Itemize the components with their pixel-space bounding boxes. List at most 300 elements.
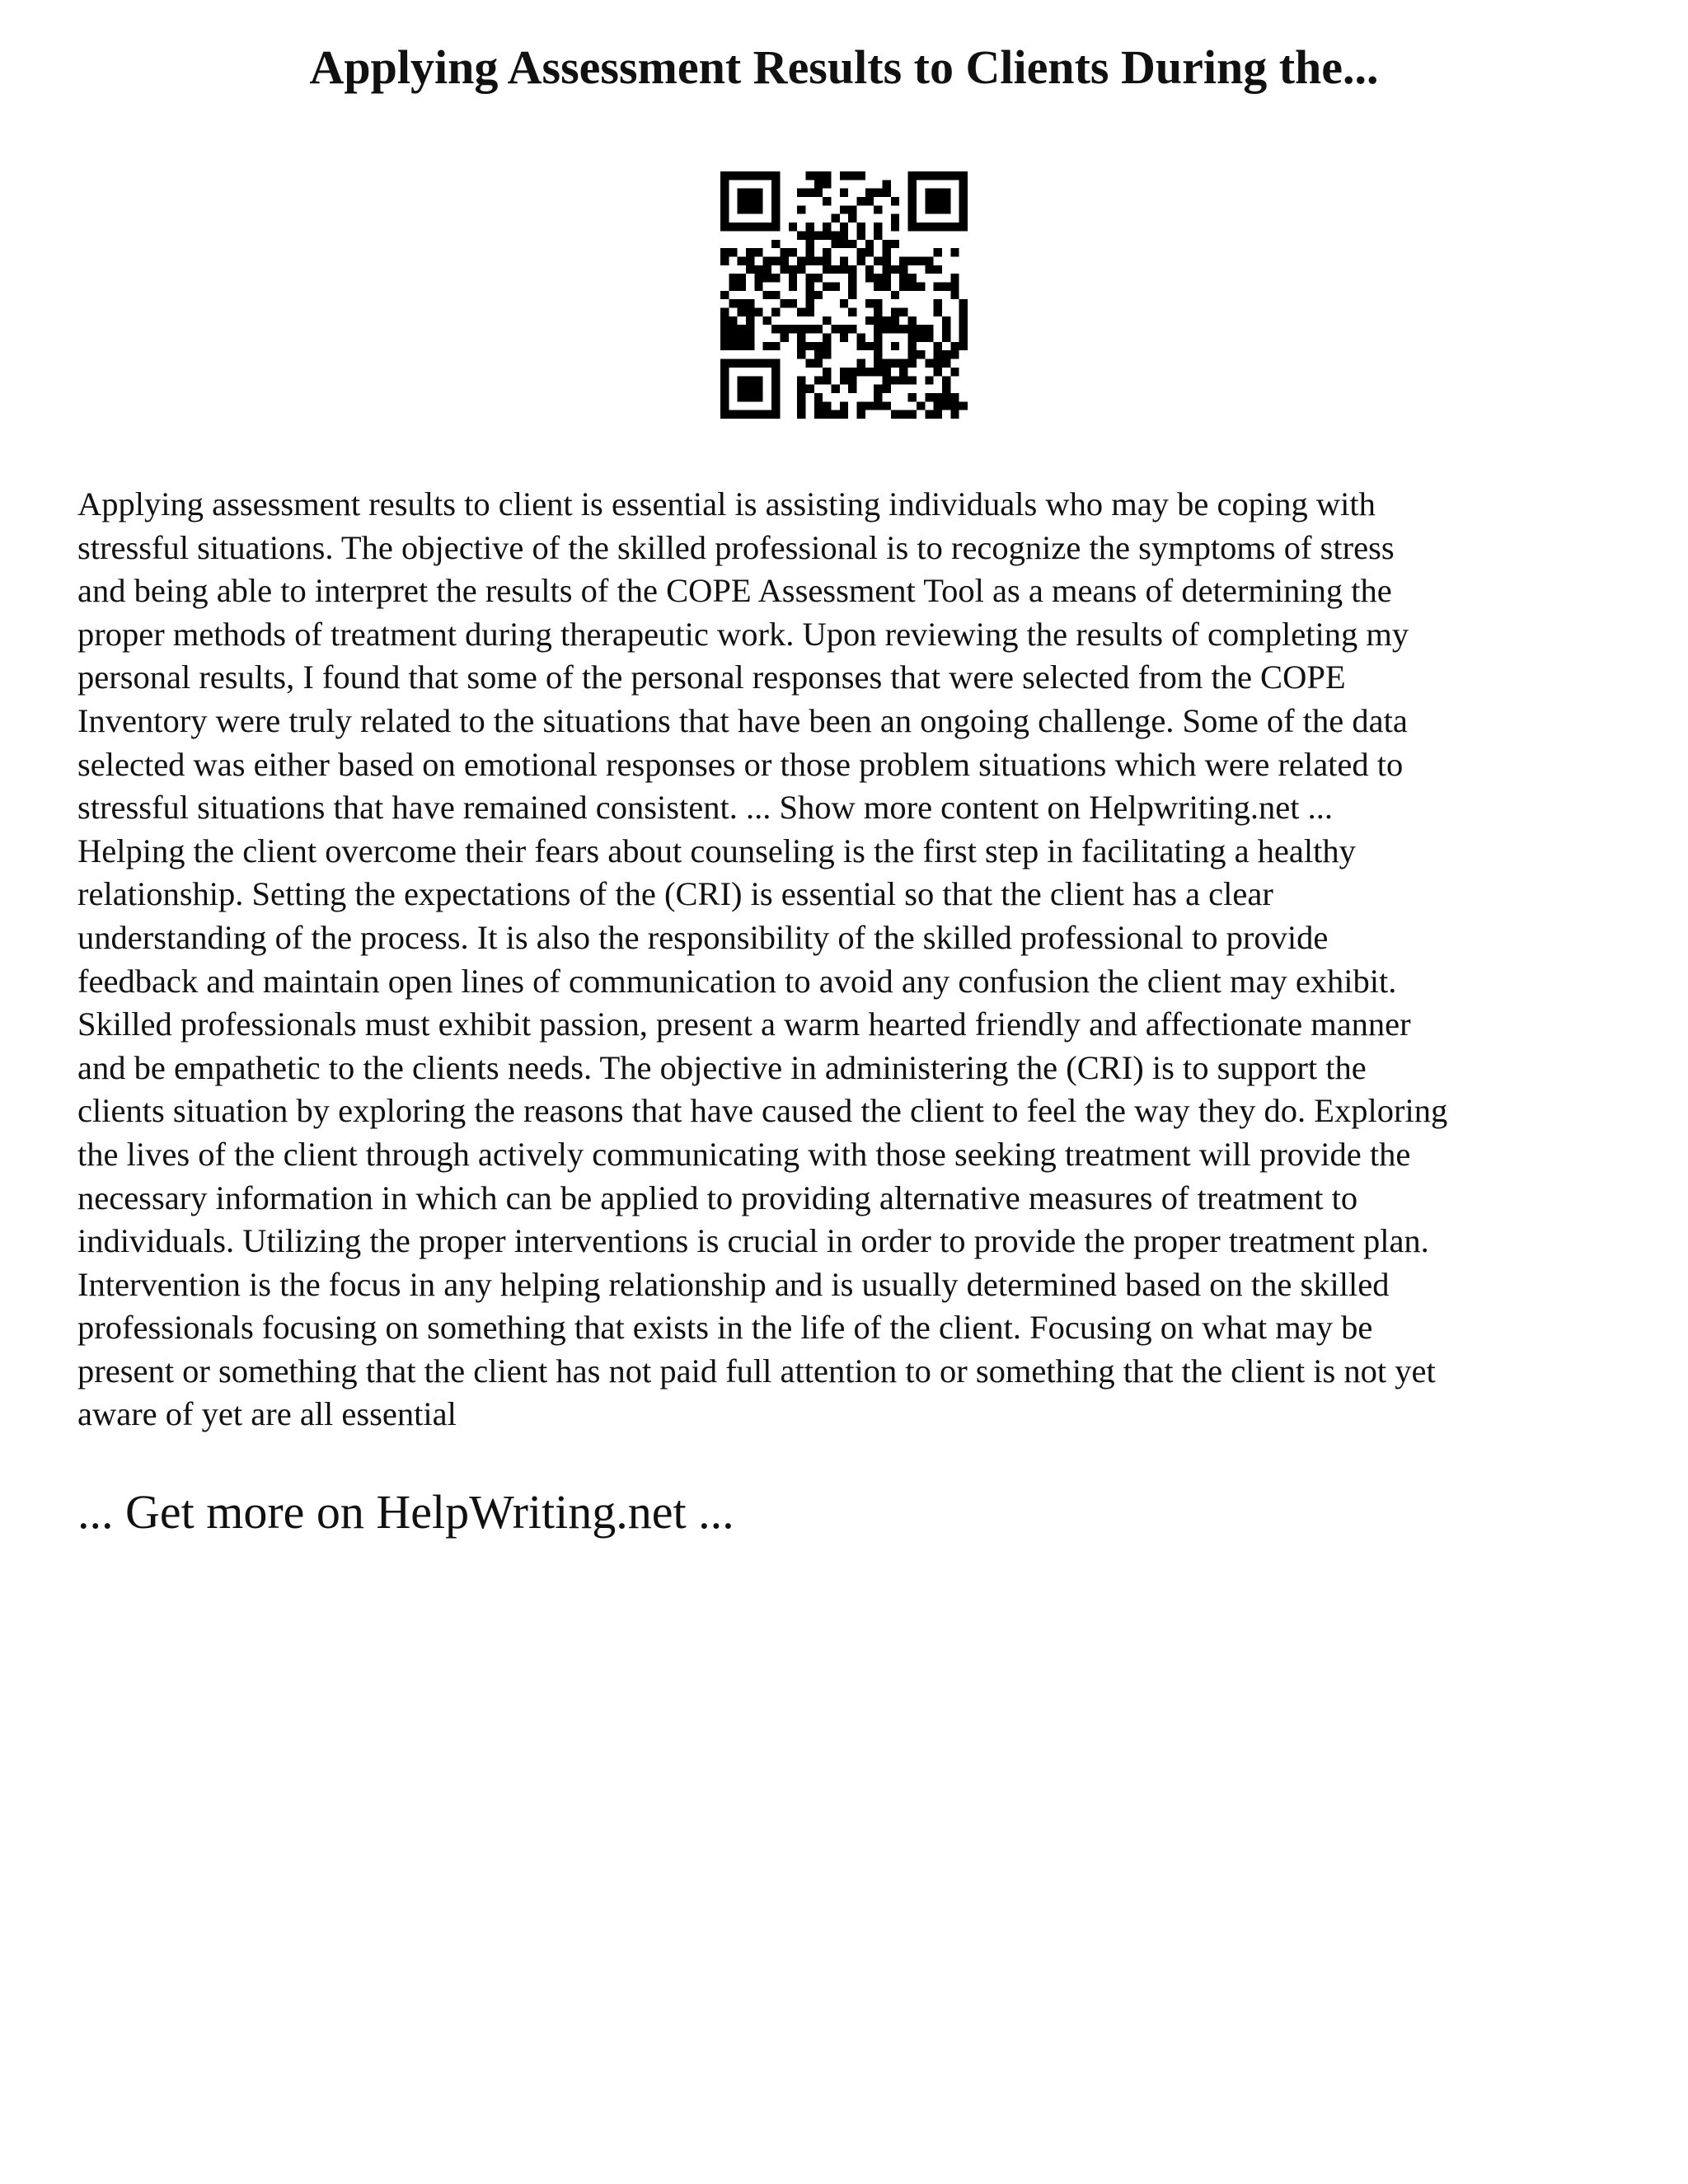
qr-module: [942, 334, 950, 342]
body-line: Intervention is the focus in any helping relationship and is usually determined based on the skilled: [77, 1265, 1390, 1303]
qr-module: [934, 401, 942, 410]
body-line: understanding of the process. It is also the responsibility of the skilled professional to provide: [77, 918, 1329, 956]
qr-module: [771, 342, 780, 350]
qr-module: [865, 197, 874, 205]
qr-module: [874, 205, 882, 213]
qr-module: [891, 316, 899, 325]
qr-module: [720, 256, 729, 265]
body-line: present or something that the client has not paid full attention to or something that the client is not yet: [77, 1352, 1436, 1390]
qr-module: [908, 274, 917, 282]
qr-module: [848, 240, 856, 248]
qr-module: [891, 240, 899, 248]
qr-module: [883, 274, 891, 282]
qr-module: [814, 393, 823, 401]
qr-module: [780, 256, 788, 265]
qr-module: [754, 308, 762, 316]
qr-module: [899, 282, 907, 290]
body-line: individuals. Utilizing the proper interventions is crucial in order to provide the proper treatment plan.: [77, 1222, 1429, 1260]
qr-module: [908, 350, 917, 359]
qr-module: [908, 316, 917, 325]
qr-module: [848, 385, 856, 393]
qr-module: [908, 376, 917, 384]
qr-module: [797, 334, 805, 342]
qr-module: [840, 231, 848, 239]
qr-module: [874, 231, 882, 239]
qr-module: [891, 291, 899, 299]
qr-module: [771, 325, 780, 333]
qr-module: [746, 376, 754, 384]
qr-module: [771, 214, 780, 223]
qr-module: [720, 401, 729, 410]
qr-module: [942, 325, 950, 333]
qr-module: [950, 282, 959, 290]
qr-module: [883, 325, 891, 333]
qr-module: [934, 342, 942, 350]
qr-module: [925, 325, 933, 333]
qr-module: [857, 368, 865, 376]
qr-module: [891, 376, 899, 384]
qr-module: [934, 205, 942, 213]
qr-module: [934, 359, 942, 368]
qr-module: [771, 223, 780, 231]
qr-code-icon: [720, 171, 968, 419]
qr-module: [891, 308, 899, 316]
qr-module: [797, 350, 805, 359]
qr-module: [754, 189, 762, 197]
qr-module: [797, 401, 805, 410]
qr-module: [899, 265, 907, 274]
qr-module: [874, 308, 882, 316]
qr-module: [797, 205, 805, 213]
qr-module: [738, 299, 746, 307]
qr-module: [908, 410, 917, 419]
qr-module: [874, 299, 882, 307]
qr-module: [950, 291, 959, 299]
body-line: and be empathetic to the clients needs. The objective in administering the (CRI) is to support the: [77, 1048, 1367, 1086]
qr-module: [831, 385, 839, 393]
qr-module: [865, 240, 874, 248]
qr-module: [959, 308, 968, 316]
qr-module: [942, 359, 950, 368]
qr-module: [738, 334, 746, 342]
qr-module: [763, 265, 771, 274]
body-line: aware of yet are all essential: [77, 1395, 457, 1433]
qr-module: [917, 256, 925, 265]
qr-module: [746, 385, 754, 393]
qr-module: [891, 410, 899, 419]
qr-module: [891, 223, 899, 231]
qr-module: [874, 342, 882, 350]
qr-module: [729, 282, 737, 290]
qr-module: [746, 393, 754, 401]
qr-module: [738, 308, 746, 316]
qr-module: [917, 223, 925, 231]
qr-module: [959, 342, 968, 350]
qr-module: [738, 376, 746, 384]
qr-module: [857, 334, 865, 342]
qr-module: [840, 410, 848, 419]
qr-module: [797, 308, 805, 316]
qr-module: [942, 316, 950, 325]
qr-module: [789, 274, 797, 282]
qr-module: [805, 223, 814, 231]
qr-module: [823, 282, 831, 290]
qr-module: [874, 325, 882, 333]
qr-module: [942, 385, 950, 393]
qr-module: [720, 393, 729, 401]
qr-module: [934, 350, 942, 359]
qr-module: [738, 325, 746, 333]
qr-module: [780, 334, 788, 342]
qr-module: [746, 410, 754, 419]
qr-module: [814, 410, 823, 419]
qr-module: [950, 248, 959, 256]
qr-module: [865, 368, 874, 376]
qr-module: [857, 256, 865, 265]
qr-module: [908, 359, 917, 368]
qr-module: [883, 248, 891, 256]
qr-module: [720, 334, 729, 342]
qr-module: [754, 385, 762, 393]
qr-module: [899, 256, 907, 265]
qr-module: [831, 282, 839, 290]
qr-module: [797, 393, 805, 401]
qr-module: [908, 189, 917, 197]
qr-module: [720, 410, 729, 419]
qr-module: [925, 223, 933, 231]
qr-module: [746, 265, 754, 274]
qr-module: [720, 205, 729, 213]
qr-module: [754, 410, 762, 419]
body-line: Helping the client overcome their fears about counseling is the first step in facilitating a healthy: [77, 832, 1356, 869]
qr-module: [738, 274, 746, 282]
qr-module: [865, 248, 874, 256]
qr-module: [771, 274, 780, 282]
qr-module: [908, 171, 917, 180]
qr-module: [934, 410, 942, 419]
qr-module: [865, 274, 874, 282]
qr-module: [848, 205, 856, 213]
qr-module: [942, 171, 950, 180]
qr-module: [746, 256, 754, 265]
qr-module: [840, 265, 848, 274]
qr-module: [780, 325, 788, 333]
get-more-link[interactable]: ... Get more on HelpWriting.net ...: [77, 1485, 734, 1539]
qr-module: [857, 410, 865, 419]
qr-module: [934, 299, 942, 307]
qr-module: [738, 342, 746, 350]
qr-module: [917, 334, 925, 342]
qr-module: [831, 240, 839, 248]
qr-module: [934, 393, 942, 401]
qr-module: [738, 223, 746, 231]
qr-module: [738, 359, 746, 368]
qr-module: [883, 240, 891, 248]
qr-module: [942, 350, 950, 359]
qr-module: [874, 274, 882, 282]
qr-module: [840, 325, 848, 333]
qr-module: [754, 197, 762, 205]
qr-module: [934, 223, 942, 231]
qr-module: [857, 401, 865, 410]
qr-module: [805, 189, 814, 197]
qr-module: [771, 205, 780, 213]
qr-module: [891, 197, 899, 205]
qr-module: [720, 214, 729, 223]
qr-module: [857, 359, 865, 368]
qr-module: [780, 299, 788, 307]
qr-module: [814, 342, 823, 350]
qr-module: [874, 359, 882, 368]
qr-module: [874, 393, 882, 401]
qr-module: [805, 282, 814, 290]
qr-module: [797, 410, 805, 419]
qr-module: [814, 274, 823, 282]
qr-module: [823, 171, 831, 180]
qr-module: [865, 189, 874, 197]
qr-module: [771, 171, 780, 180]
qr-module: [883, 316, 891, 325]
qr-module: [746, 299, 754, 307]
qr-module: [805, 325, 814, 333]
qr-module: [959, 197, 968, 205]
qr-module: [823, 180, 831, 188]
qr-module: [823, 197, 831, 205]
qr-module: [883, 282, 891, 290]
qr-module: [925, 376, 933, 384]
qr-module: [771, 401, 780, 410]
qr-module: [908, 180, 917, 188]
qr-module: [805, 256, 814, 265]
qr-module: [925, 189, 933, 197]
qr-module: [754, 282, 762, 290]
qr-module: [891, 342, 899, 350]
qr-module: [908, 214, 917, 223]
qr-module: [908, 256, 917, 265]
qr-module: [814, 291, 823, 299]
qr-module: [729, 248, 737, 256]
qr-module: [840, 171, 848, 180]
qr-module: [908, 197, 917, 205]
qr-module: [738, 282, 746, 290]
qr-module: [831, 410, 839, 419]
qr-module: [848, 376, 856, 384]
qr-module: [771, 240, 780, 248]
qr-module: [950, 171, 959, 180]
qr-module: [771, 368, 780, 376]
qr-module: [746, 197, 754, 205]
qr-module: [934, 248, 942, 256]
qr-module: [805, 342, 814, 350]
qr-module: [942, 393, 950, 401]
qr-module: [754, 393, 762, 401]
qr-module: [738, 197, 746, 205]
qr-module: [797, 342, 805, 350]
qr-module: [789, 282, 797, 290]
qr-module: [908, 393, 917, 401]
qr-module: [883, 368, 891, 376]
qr-module: [950, 223, 959, 231]
qr-module: [780, 265, 788, 274]
qr-module: [959, 180, 968, 188]
qr-module: [891, 214, 899, 223]
qr-module: [883, 359, 891, 368]
body-line: necessary information in which can be applied to providing alternative measures of treatment to: [77, 1179, 1358, 1216]
qr-module: [814, 325, 823, 333]
qr-module: [720, 171, 729, 180]
qr-module: [883, 180, 891, 188]
qr-module: [959, 325, 968, 333]
qr-module: [805, 385, 814, 393]
body-text: [77, 483, 1643, 1436]
qr-module: [934, 171, 942, 180]
qr-module: [857, 197, 865, 205]
qr-module: [805, 359, 814, 368]
qr-module: [814, 401, 823, 410]
qr-module: [823, 401, 831, 410]
qr-module: [797, 376, 805, 384]
qr-module: [899, 410, 907, 419]
qr-module: [950, 401, 959, 410]
qr-module: [763, 359, 771, 368]
qr-module: [797, 385, 805, 393]
qr-module: [771, 410, 780, 419]
body-line: relationship. Setting the expectations of the (CRI) is essential so that the client has a clear: [77, 875, 1273, 913]
qr-module: [865, 316, 874, 325]
qr-module: [925, 334, 933, 342]
qr-module: [738, 393, 746, 401]
qr-module: [729, 410, 737, 419]
qr-module: [729, 299, 737, 307]
qr-module: [805, 240, 814, 248]
qr-module: [738, 205, 746, 213]
qr-module: [950, 274, 959, 282]
qr-module: [950, 410, 959, 419]
qr-module: [959, 334, 968, 342]
qr-module: [720, 385, 729, 393]
qr-code: [720, 171, 968, 419]
qr-module: [959, 299, 968, 307]
qr-module: [857, 231, 865, 239]
qr-module: [805, 231, 814, 239]
qr-module: [720, 189, 729, 197]
qr-module: [908, 223, 917, 231]
qr-module: [763, 256, 771, 265]
qr-module: [874, 368, 882, 376]
qr-module: [789, 299, 797, 307]
qr-module: [805, 248, 814, 256]
qr-module: [754, 359, 762, 368]
qr-module: [763, 410, 771, 419]
body-line: stressful situations. The objective of the skilled professional is to recognize the symptoms of stress: [77, 528, 1395, 566]
qr-module: [831, 325, 839, 333]
qr-module: [840, 256, 848, 265]
qr-module: [814, 231, 823, 239]
qr-module: [848, 325, 856, 333]
qr-module: [771, 180, 780, 188]
qr-module: [840, 189, 848, 197]
qr-module: [848, 308, 856, 316]
qr-module: [874, 256, 882, 265]
qr-module: [746, 171, 754, 180]
qr-module: [848, 368, 856, 376]
qr-module: [754, 171, 762, 180]
qr-module: [823, 248, 831, 256]
qr-module: [831, 214, 839, 223]
qr-module: [720, 368, 729, 376]
qr-module: [789, 325, 797, 333]
qr-module: [831, 265, 839, 274]
qr-module: [771, 308, 780, 316]
qr-module: [823, 265, 831, 274]
body-line: Skilled professionals must exhibit passion, present a warm hearted friendly and affectionate manner: [77, 1005, 1411, 1043]
qr-module: [738, 410, 746, 419]
qr-module: [865, 401, 874, 410]
qr-module: [754, 265, 762, 274]
qr-module: [840, 334, 848, 342]
qr-module: [823, 342, 831, 350]
qr-module: [823, 316, 831, 325]
body-line: selected was either based on emotional responses or those problem situations which were related to: [77, 745, 1404, 783]
qr-module: [720, 359, 729, 368]
qr-module: [874, 223, 882, 231]
qr-module: [746, 189, 754, 197]
qr-module: [814, 180, 823, 188]
qr-module: [950, 368, 959, 376]
qr-module: [746, 316, 754, 325]
qr-module: [814, 376, 823, 384]
qr-module: [883, 189, 891, 197]
qr-module: [942, 197, 950, 205]
qr-module: [797, 325, 805, 333]
qr-module: [823, 256, 831, 265]
qr-module: [814, 171, 823, 180]
qr-module: [789, 248, 797, 256]
qr-module: [848, 171, 856, 180]
qr-module: [959, 214, 968, 223]
qr-module: [899, 359, 907, 368]
qr-module: [720, 325, 729, 333]
qr-module: [763, 291, 771, 299]
qr-module: [738, 189, 746, 197]
qr-module: [823, 350, 831, 359]
qr-module: [746, 334, 754, 342]
qr-module: [942, 401, 950, 410]
qr-module: [934, 282, 942, 290]
qr-module: [874, 385, 882, 393]
qr-module: [805, 291, 814, 299]
qr-module: [814, 189, 823, 197]
qr-module: [720, 342, 729, 350]
qr-module: [959, 223, 968, 231]
qr-module: [925, 359, 933, 368]
qr-module: [763, 316, 771, 325]
qr-module: [746, 342, 754, 350]
qr-module: [840, 205, 848, 213]
qr-module: [729, 359, 737, 368]
qr-module: [883, 385, 891, 393]
qr-module: [738, 385, 746, 393]
qr-module: [797, 189, 805, 197]
qr-module: [831, 231, 839, 239]
qr-module: [720, 180, 729, 188]
qr-module: [720, 197, 729, 205]
qr-module: [942, 223, 950, 231]
qr-module: [865, 299, 874, 307]
qr-module: [857, 223, 865, 231]
qr-module: [874, 282, 882, 290]
qr-module: [917, 325, 925, 333]
